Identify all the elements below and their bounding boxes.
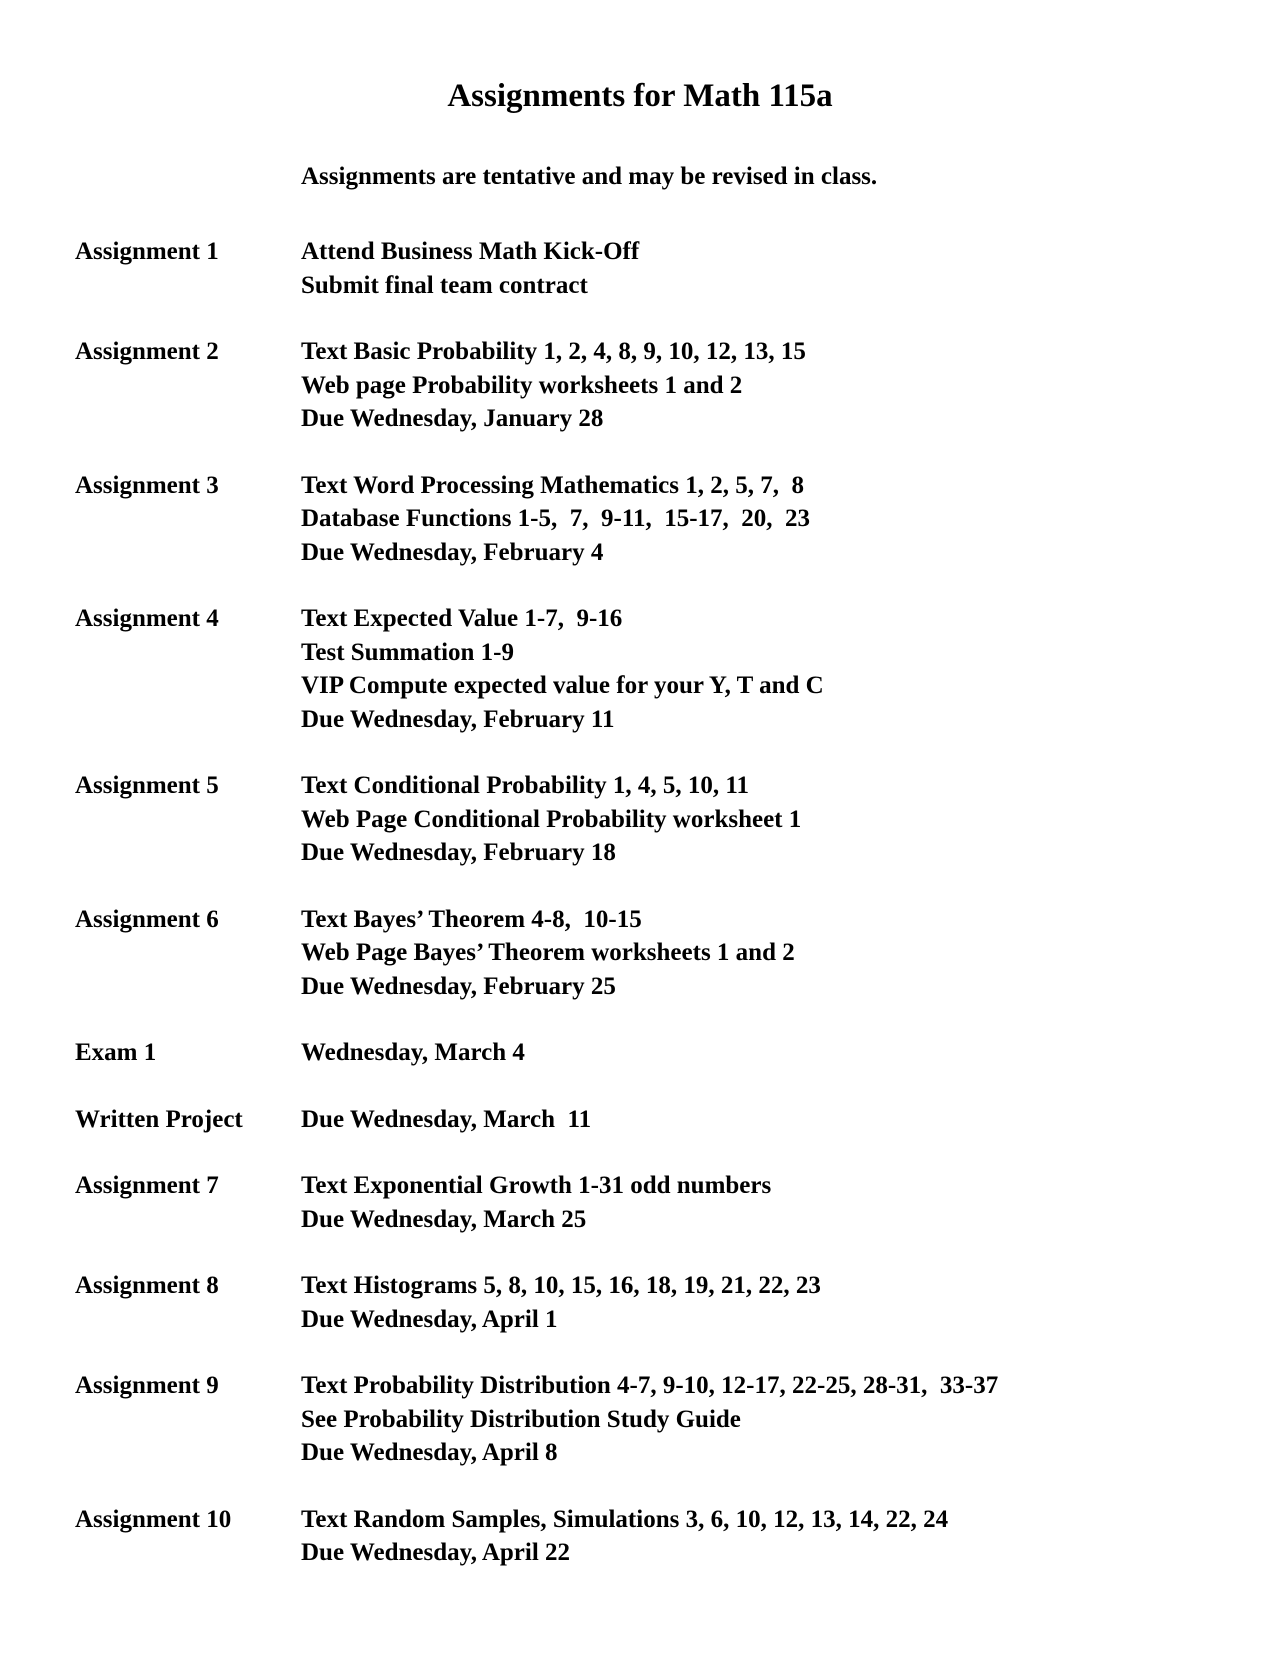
- assignment-entry: [75, 769, 1255, 870]
- entry-line: Due Wednesday, March 25: [301, 1205, 587, 1233]
- entry-line: Test Summation 1-9: [301, 638, 514, 666]
- entry-line: Web Page Conditional Probability worksheet 1: [301, 805, 802, 833]
- entry-label: Assignment 10: [75, 1505, 232, 1533]
- entry-details: [301, 602, 1255, 736]
- assignment-entry: [75, 602, 1255, 736]
- project-entry: [75, 1103, 1255, 1137]
- assignment-entry: [75, 1369, 1255, 1470]
- entry-details: [301, 1503, 1255, 1570]
- entry-line: Text Histograms 5, 8, 10, 15, 16, 18, 19, 21, 22, 23: [301, 1272, 821, 1299]
- entry-details: [301, 235, 1255, 302]
- entry-line: Due Wednesday, February 4: [301, 538, 604, 566]
- entry-details: [301, 1036, 1255, 1070]
- entry-line: Due Wednesday, April 8: [301, 1439, 558, 1466]
- assignment-entry: [75, 1269, 1255, 1336]
- entry-details: [301, 1103, 1255, 1137]
- entry-details: [301, 469, 1255, 570]
- entry-label: Exam 1: [75, 1039, 157, 1066]
- assignment-entry: [75, 903, 1255, 1004]
- entry-label: Assignment 3: [75, 471, 219, 499]
- assignment-entry: [75, 469, 1255, 570]
- entry-line: Due Wednesday, February 25: [301, 972, 616, 1000]
- assignment-entry: [75, 335, 1255, 436]
- entry-details: [301, 903, 1255, 1004]
- exam-entry: [75, 1036, 1255, 1070]
- entry-details: [301, 1269, 1255, 1336]
- entry-line: Attend Business Math Kick-Off: [301, 238, 640, 265]
- assignment-list: [75, 235, 1255, 1603]
- entry-line: Text Probability Distribution 4-7, 9-10, 12-17, 22-25, 28-31, 33-37: [301, 1372, 999, 1399]
- entry-label: Assignment 7: [75, 1172, 219, 1199]
- entry-line: Due Wednesday, February 18: [301, 839, 616, 866]
- entry-line: Due Wednesday, April 22: [301, 1539, 571, 1566]
- entry-label: Assignment 2: [75, 338, 219, 365]
- entry-label: Written Project: [75, 1105, 243, 1133]
- entry-line: Text Exponential Growth 1-31 odd numbers: [301, 1172, 772, 1199]
- entry-line: Submit final team contract: [301, 271, 588, 299]
- entry-label: Assignment 8: [75, 1272, 219, 1299]
- entry-label: Assignment 5: [75, 772, 219, 799]
- entry-line: See Probability Distribution Study Guide: [301, 1405, 741, 1433]
- entry-label: Assignment 6: [75, 905, 219, 933]
- entry-line: Database Functions 1-5, 7, 9-11, 15-17, 20, 23: [301, 505, 811, 532]
- entry-line: Web page Probability worksheets 1 and 2: [301, 371, 743, 399]
- entry-line: VIP Compute expected value for your Y, T and C: [301, 672, 824, 699]
- entry-line: Text Word Processing Mathematics 1, 2, 5, 7, 8: [301, 471, 804, 499]
- entry-line: Wednesday, March 4: [301, 1039, 525, 1066]
- entry-line: Web Page Bayes’ Theorem worksheets 1 and 2: [301, 939, 795, 966]
- entry-line: Text Conditional Probability 1, 4, 5, 10, 11: [301, 772, 749, 799]
- entry-line: Text Random Samples, Simulations 3, 6, 10, 12, 13, 14, 22, 24: [301, 1505, 949, 1533]
- entry-line: Due Wednesday, January 28: [301, 405, 604, 432]
- entry-details: [301, 335, 1255, 436]
- entry-line: Due Wednesday, March 11: [301, 1105, 592, 1133]
- page-title: Assignments for Math 115a: [447, 78, 833, 114]
- entry-label: Assignment 9: [75, 1372, 219, 1399]
- entry-line: Text Expected Value 1-7, 9-16: [301, 605, 623, 632]
- entry-line: Text Bayes’ Theorem 4-8, 10-15: [301, 905, 642, 933]
- entry-line: Text Basic Probability 1, 2, 4, 8, 9, 10, 12, 13, 15: [301, 338, 806, 365]
- entry-label: Assignment 4: [75, 605, 219, 632]
- entry-line: Due Wednesday, February 11: [301, 705, 615, 733]
- assignment-entry: [75, 1503, 1255, 1570]
- entry-label: Assignment 1: [75, 238, 219, 265]
- assignment-entry: [75, 235, 1255, 302]
- entry-details: [301, 1169, 1255, 1236]
- tentative-note: Assignments are tentative and may be revised in class.: [301, 163, 878, 190]
- entry-details: [301, 1369, 1255, 1470]
- entry-details: [301, 769, 1255, 870]
- assignment-entry: [75, 1169, 1255, 1236]
- entry-line: Due Wednesday, April 1: [301, 1305, 558, 1333]
